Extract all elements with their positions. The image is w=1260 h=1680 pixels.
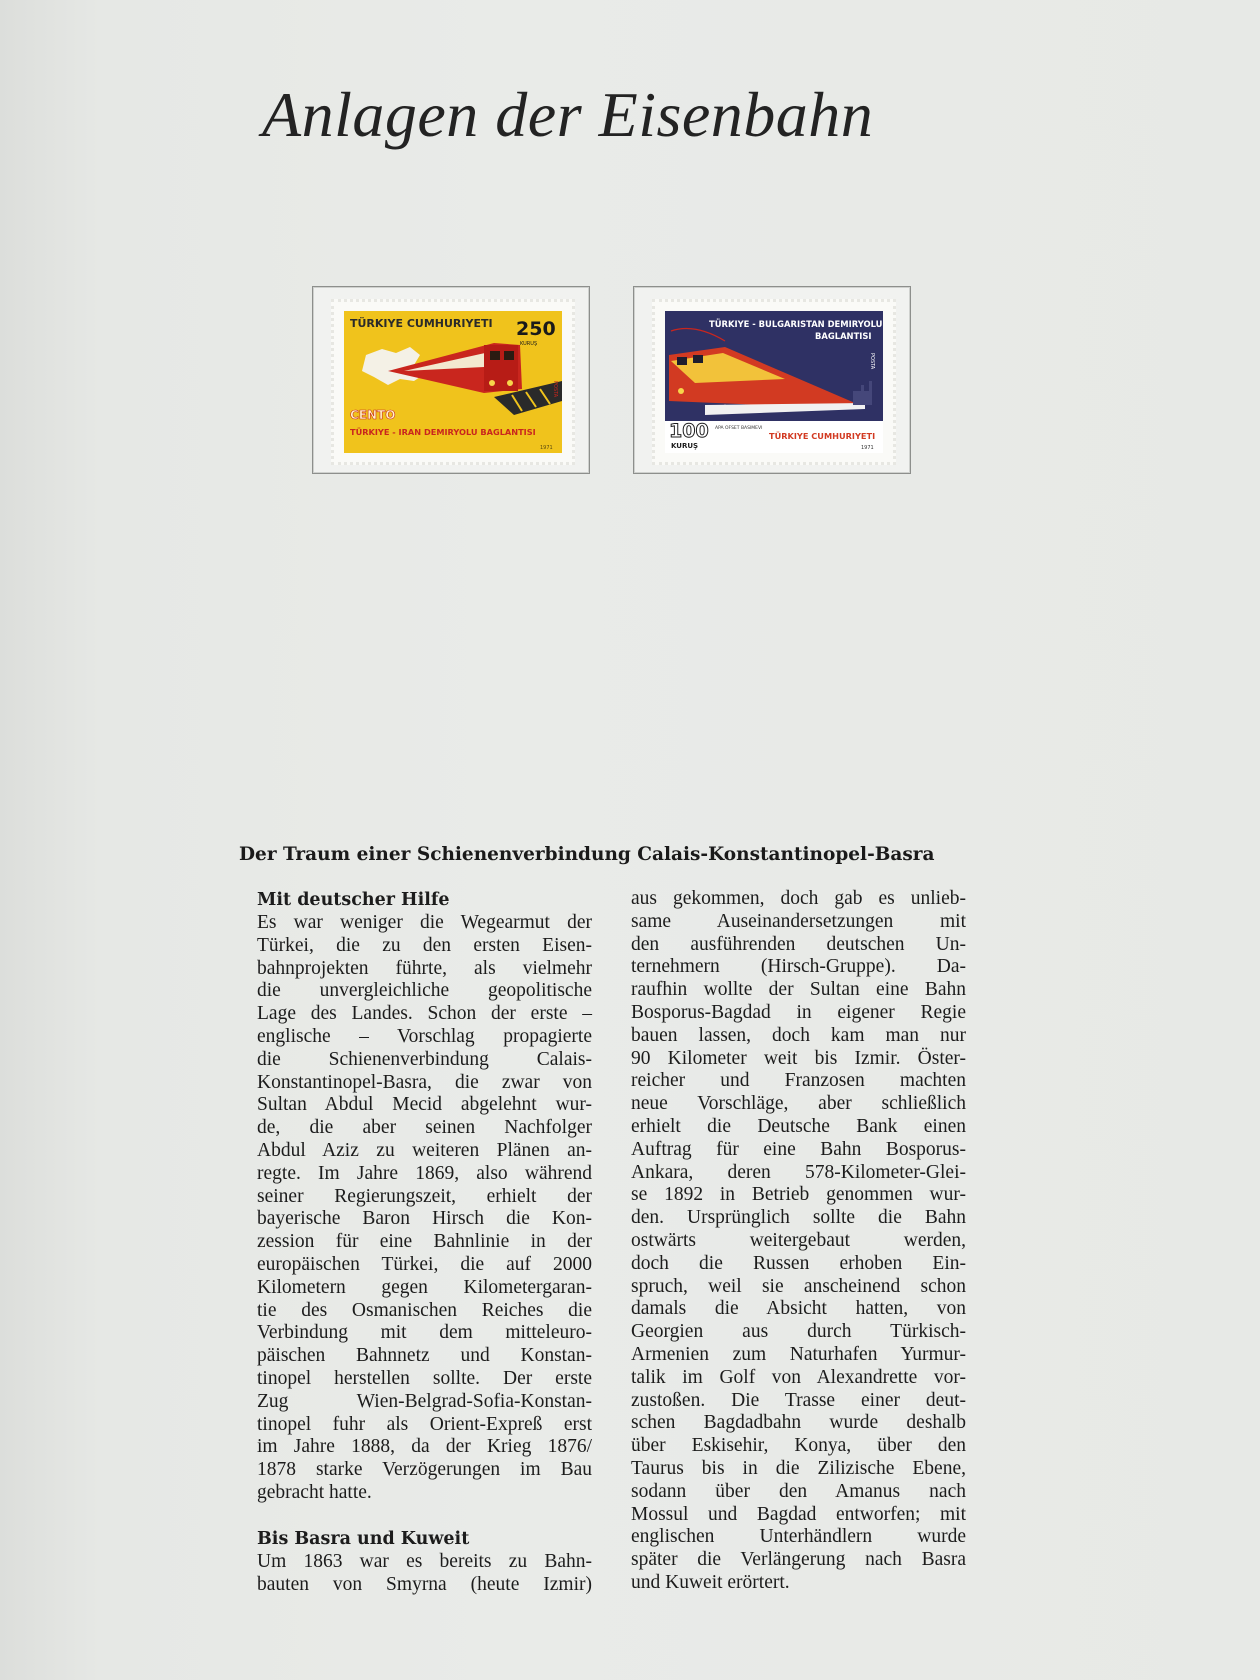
text-line: 1878 starke Verzögerungen im Bau	[257, 1459, 592, 1481]
text-line: Kilometern gegen Kilometergaran-	[257, 1276, 592, 1298]
text-line: Konstantinopel-Basra, die zwar von	[257, 1071, 592, 1093]
text-line: ostwärts weitergebaut werden,	[631, 1229, 966, 1251]
text-line: se 1892 in Betrieb genommen wur-	[631, 1184, 966, 1206]
text-line: zession für eine Bahnlinie in der	[257, 1231, 592, 1253]
text-line: spruch, weil sie anscheinend schon	[631, 1275, 966, 1297]
subheading-bis-basra-und-kuweit: Bis Basra und Kuweit	[257, 1528, 470, 1549]
text-line: schen Bagdadbahn wurde deshalb	[631, 1412, 966, 1434]
text-line: Auftrag für eine Bahn Bosporus-	[631, 1138, 966, 1160]
text-line: neue Vorschläge, aber schließlich	[631, 1093, 966, 1115]
locomotive-window	[490, 351, 500, 360]
text-line: sodann über den Amanus nach	[631, 1480, 966, 1502]
stamp-cento-year: 1971	[540, 445, 553, 451]
stamp-bulgaria	[652, 299, 896, 465]
text-line: englische – Vorschlag propagierte	[257, 1025, 592, 1047]
text-line: same Auseinandersetzungen mit	[631, 910, 966, 932]
stamp-cento-artwork	[344, 311, 562, 453]
text-line: Mossul und Bagdad entworfen; mit	[631, 1503, 966, 1525]
text-line: Verbindung mit dem mitteleuro-	[257, 1322, 592, 1344]
text-line: Es war weniger die Wegearmut der	[257, 912, 592, 933]
text-line: englischen Unterhändlern wurde	[631, 1526, 966, 1548]
text-line: Abdul Aziz zu weiteren Plänen an-	[257, 1139, 592, 1161]
text-line: Georgien aus durch Türkisch-	[631, 1321, 966, 1343]
text-line: de, die aber seinen Nachfolger	[257, 1117, 592, 1139]
stamp-bulgaria-year: 1971	[861, 445, 874, 451]
subheading-mit-deutscher-hilfe: Mit deutscher Hilfe	[257, 890, 450, 910]
text-line: seiner Regierungszeit, erhielt der	[257, 1185, 592, 1207]
stamp-bulgaria-artwork	[665, 311, 883, 453]
text-line: den. Ursprünglich sollte die Bahn	[631, 1207, 966, 1229]
paragraph-bis-basra-und-kuweit	[257, 1551, 592, 1597]
stamp-cento-value: 250	[516, 318, 556, 340]
stamp-cento-caption: TÜRKIYE - IRAN DEMIRYOLU BAGLANTISI	[350, 427, 536, 437]
text-line: tinopel herstellen sollte. Der erste	[257, 1367, 592, 1389]
text-line: gebracht hatte.	[257, 1481, 372, 1503]
locomotive-window	[677, 357, 687, 365]
stamp-bulgaria-printer: APA OFSET BASIMEVI	[715, 426, 763, 431]
stamp-mount-bulgaria	[633, 286, 911, 474]
text-line: tinopel fuhr als Orient-Expreß erst	[257, 1413, 592, 1435]
text-line: Zug Wien-Belgrad-Sofia-Konstan-	[257, 1390, 592, 1412]
text-line: Armenien zum Naturhafen Yurmur-	[631, 1343, 966, 1365]
text-line: Lage des Landes. Schon der erste –	[257, 1003, 592, 1025]
section-heading: Der Traum einer Schienenverbindung Calais-Konstantinopel-Basra	[239, 844, 935, 865]
stamp-bulgaria-unit: KURUŞ	[671, 442, 699, 450]
text-line: die Schienenverbindung Calais-	[257, 1048, 592, 1070]
text-line: päischen Bahnnetz und Konstan-	[257, 1345, 592, 1367]
text-line: bauten von Smyrna (heute Izmir)	[257, 1573, 592, 1595]
text-line: talik im Golf von Alexandrette vor-	[631, 1366, 966, 1388]
headlight-icon	[489, 380, 495, 386]
text-line: Sultan Abdul Mecid abgelehnt wur-	[257, 1094, 592, 1116]
text-line: Ankara, deren 578-Kilometer-Glei-	[631, 1161, 966, 1183]
text-line: Taurus bis in die Zilizische Ebene,	[631, 1457, 966, 1479]
text-line: 90 Kilometer weit bis Izmir. Öster-	[631, 1047, 966, 1069]
text-line: raufhin wollte der Sultan eine Bahn	[631, 979, 966, 1001]
text-line: zustoßen. Die Trasse einer deut-	[631, 1389, 966, 1411]
text-line: und Kuweit erörtert.	[631, 1571, 790, 1593]
stamp-cento-posta: POSTA	[552, 381, 558, 398]
stamp-bulgaria-value: 100	[669, 420, 709, 442]
paragraph-continuation	[631, 888, 966, 1595]
text-line: aus gekommen, doch gab es unlieb-	[631, 888, 966, 909]
text-line: bahnprojekten führte, als vielmehr	[257, 957, 592, 979]
text-column-right	[631, 888, 966, 1595]
stamp-bulgaria-headline-1: TÜRKIYE - BULGARISTAN DEMIRYOLU	[709, 319, 883, 329]
text-line: damals die Absicht hatten, von	[631, 1298, 966, 1320]
locomotive-window	[504, 351, 514, 360]
locomotive-window	[693, 355, 703, 363]
stamp-bulgaria-headline-2: BAGLANTISI	[815, 331, 872, 341]
headlight-icon	[507, 380, 513, 386]
stamp-bulgaria-posta: POSTA	[869, 353, 875, 370]
text-line: doch die Russen erhoben Ein-	[631, 1252, 966, 1274]
text-line: reicher und Franzosen machten	[631, 1070, 966, 1092]
text-line: bauen lassen, doch kam man nur	[631, 1024, 966, 1046]
text-line: Türkei, die zu den ersten Eisen-	[257, 934, 592, 956]
text-line: erhielt die Deutsche Bank einen	[631, 1115, 966, 1137]
stamp-bulgaria-country: TÜRKIYE CUMHURIYETI	[769, 431, 876, 441]
text-line: Bosporus-Bagdad in eigener Regie	[631, 1001, 966, 1023]
headlight-icon	[678, 388, 684, 394]
text-line: die unvergleichliche geopolitische	[257, 980, 592, 1002]
stamp-cento-unit: KURUŞ	[520, 341, 538, 347]
stamp-cento-country: TÜRKIYE CUMHURIYETI	[350, 317, 493, 330]
page-title: Anlagen der Eisenbahn	[262, 79, 874, 150]
text-line: bayerische Baron Hirsch die Kon-	[257, 1208, 592, 1230]
stamp-cento	[331, 299, 575, 465]
text-line: europäischen Türkei, die auf 2000	[257, 1253, 592, 1275]
stamp-cento-label: CENTO	[350, 408, 396, 422]
text-line: den ausführenden deutschen Un-	[631, 933, 966, 955]
stamp-mount-cento	[312, 286, 590, 474]
text-line: ternehmern (Hirsch-Gruppe). Da-	[631, 956, 966, 978]
text-line: Um 1863 war es bereits zu Bahn-	[257, 1550, 592, 1572]
paragraph-gap	[257, 1505, 592, 1527]
text-column-left	[257, 888, 592, 1596]
text-line: tie des Osmanischen Reiches die	[257, 1299, 592, 1321]
text-line: später die Verlängerung nach Basra	[631, 1549, 966, 1571]
text-line: regte. Im Jahre 1869, also während	[257, 1162, 592, 1184]
paragraph-mit-deutscher-hilfe	[257, 912, 592, 1505]
text-line: im Jahre 1888, da der Krieg 1876/	[257, 1436, 592, 1458]
text-line: über Eskisehir, Konya, über den	[631, 1435, 966, 1457]
